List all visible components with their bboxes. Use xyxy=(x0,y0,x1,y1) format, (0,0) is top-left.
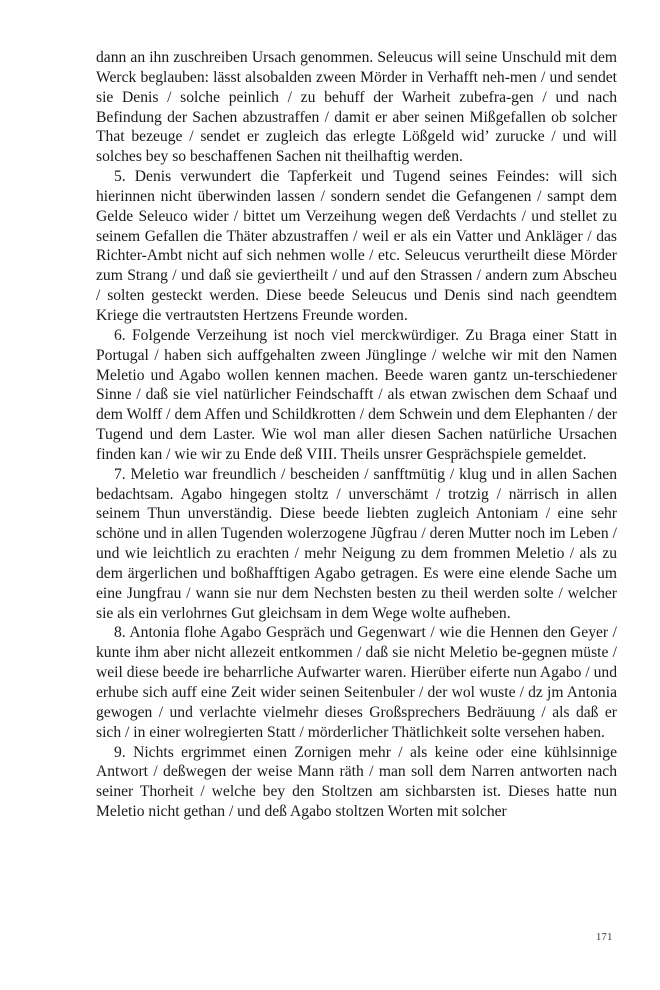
paragraph-continuation: dann an ihn zuschreiben Ursach genommen. Seleucus will seine Unschuld mit dem Werck beglauben: lässt alsobalden zween Mörder in Verhafft neh-men / und sendet sie Denis / solche peinlich / zu behuff der Warheit zubefra-gen / und nach Befindung der Sachen abzustraffen / damit er aber seinen Mißgefallen ob solcher That bezeuge / sendet er zugleich das erlegte Lößgeld wid’ zurucke / und will solches bey so beschaffenen Sachen nit theilhaftig werden. xyxy=(96,49,617,166)
paragraph-6: 6. Folgende Verzeihung ist noch viel merckwürdiger. Zu Braga einer Statt in Portugal / haben sich auffgehalten zween Jünglinge / welche wir mit den Namen Meletio und Agabo wollen kennen machen. Beede waren gantz un-terschiedener Sinne / daß sie viel natürlicher Feindschafft / als etwan zwischen dem Schaaf und dem Wolff / dem Affen und Schildkrotten / dem Schwein und dem Elephanten / der Tugend und dem Laster. Wie wol man aller diesen Sachen natürliche Ursachen finden kan / wie wir zu Ende deß VIII. Theils unsrer Gesprächspiele gemeldet. xyxy=(96,326,617,463)
paragraph-8: 8. Antonia flohe Agabo Gespräch und Gegenwart / wie die Hennen den Geyer / kunte ihm aber nicht allezeit entkommen / daß sie nicht Meletio be-gegnen müste / weil diese beede ire beharrliche Aufwarter waren. Hierüber eiferte nun Agabo / und erhube sich auff eine Zeit wider seinen Seitenbuler / der wol wuste / dz jm Antonia gewogen / und verlachte vielmehr dieses Großsprechers Bedräuung / als daß er sich / in einer wolregierten Statt / mörderlicher Thätlichkeit solte versehen haben. xyxy=(96,624,617,741)
paragraph-9: 9. Nichts ergrimmet einen Zornigen mehr / als keine oder eine kühlsinnige Antwort / deßwegen der weise Mann räth / man soll dem Narren antworten nach seiner Thorheit / welche bey den Stoltzen am sichbarsten ist. Dieses hatte nun Meletio nicht gethan / und deß Agabo stoltzen Worten mit solcher xyxy=(96,743,617,821)
body-text xyxy=(96,48,617,822)
paragraph-7: 7. Meletio war freundlich / bescheiden / sanfftmütig / klug und in allen Sachen bedachtsam. Agabo hingegen stoltz / unverschämt / trotzig / närrisch in allen seinem Thun unverständig. Diese beede liebten zugleich Antoniam / eine sehr schöne und in allen Tugenden wolerzogene Jũgfrau / deren Mutter noch im Leben / und wie leichtlich zu erachten / mehr Neigung zu dem frommen Meletio / als zu dem ärgerlichen und boßhafftigen Agabo getragen. Es were eine elende Sache um eine Jungfrau / wann sie nur dem Nechsten besten zu theil werden solte / welcher sie als ein verlohrnes Gut gleichsam in dem Wege wolte aufheben. xyxy=(96,465,617,622)
page-number: 171 xyxy=(596,932,613,943)
paragraph-5: 5. Denis verwundert die Tapferkeit und Tugend seines Feindes: will sich hierinnen nicht überwinden lassen / sondern sendet die Gefangenen / sampt dem Gelde Seleuco wider / bittet um Verzeihung wegen deß Verdachts / und stellet zu seinem Gefallen die Thäter abzustraffen / weil er als ein Vatter und Ankläger / das Richter-Ambt nicht auf sich nehmen wolle / etc. Seleucus verurtheilt diese Mörder zum Strang / und daß sie geviertheilt / und auf den Strassen / andern zum Abscheu / solten gesteckt werden. Diese beede Seleucus und Denis sind nach geendtem Kriege die vertrautsten Hertzens Freunde worden. xyxy=(96,168,617,324)
